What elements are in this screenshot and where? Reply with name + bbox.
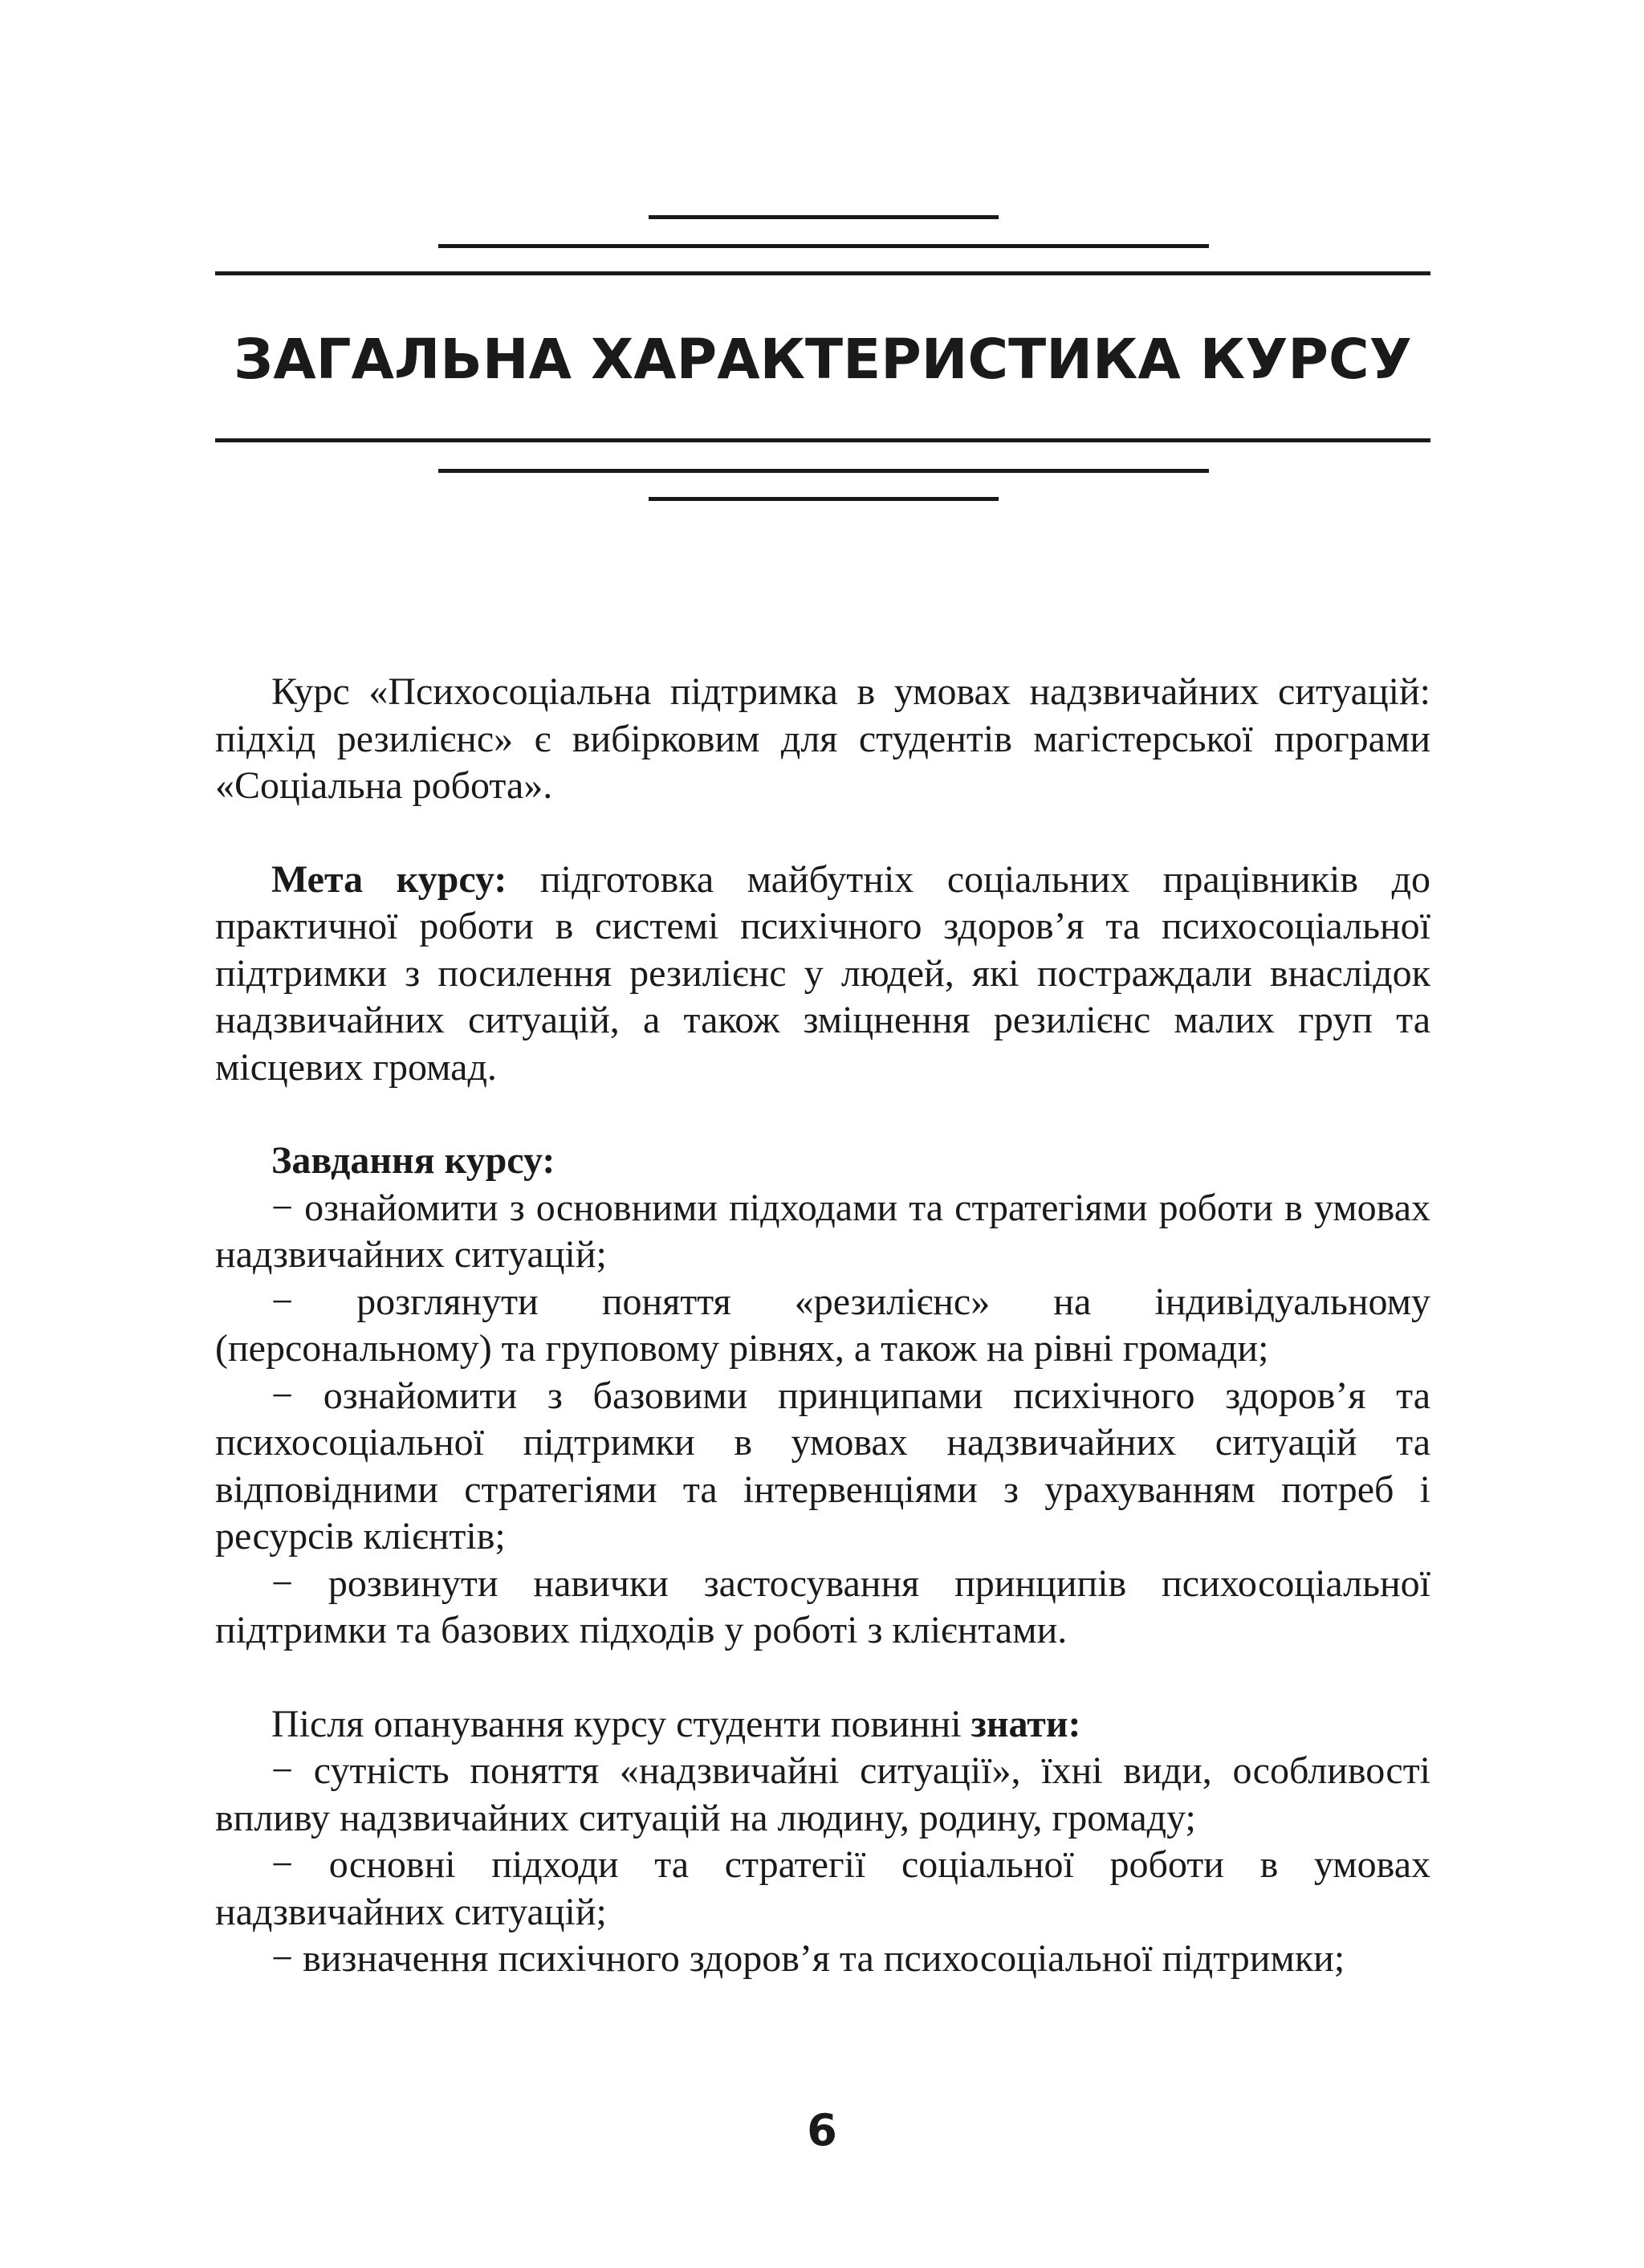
body-text [215,669,1430,1983]
page-number: 6 [807,2105,837,2156]
tasks-heading: Завдання курсу: [271,1139,555,1182]
task-item: − ознайомити з основними підходами та стратегіями роботи в умовах надзвичайних ситуацій; [215,1186,1430,1276]
task-item: − ознайомити з базовими принципами психічного здоров’я та психосоціальної підтримки в умовах надзвичайних ситуацій та відповідними стратегіями та інтервенціями з урахуванням потреб і ресурсів клієнтів; [215,1374,1430,1557]
knowledge-heading: Після опанування курсу студенти повинні знати: [271,1702,1081,1745]
knowledge-item: − основні підходи та стратегії соціальної роботи в умовах надзвичайних ситуацій; [215,1843,1430,1933]
top-rule-short [649,215,999,219]
page-title: ЗАГАЛЬНА ХАРАКТЕРИСТИКА КУРСУ [234,328,1412,392]
knowledge-item: − сутність поняття «надзвичайні ситуації», їхні види, особливості впливу надзвичайних ситуацій на людину, родину, громаду; [215,1749,1430,1839]
bottom-rule-long [215,438,1430,442]
goal-text: підготовка майбутніх соціальних працівників до практичної роботи в системі психічного здоров’я та психосоціальної підтримки з посилення резилієнс у людей, які постраждали внаслідок надзвичайних ситуацій, а також зміцнення резилієнс малих груп та місцевих громад. [215,857,1430,1089]
bottom-rule-middle [438,469,1209,473]
bottom-rule-short [649,497,999,501]
goal-label: Мета курсу: [271,857,507,901]
knowledge-item: − визначення психічного здоров’я та психосоціальної підтримки; [271,1937,1345,1980]
top-rule-long [215,271,1430,275]
task-item: − розглянути поняття «резилієнс» на індивідуальному (персональному) та груповому рівнях, а також на рівні громади; [215,1280,1430,1370]
task-item: − розвинути навички застосування принципів психосоціальної підтримки та базових підходів у роботі з клієнтами. [215,1562,1430,1651]
intro-paragraph: Курс «Психосоціальна підтримка в умовах надзвичайних ситуацій: підхід резилієнс» є вибірковим для студентів магістерської програми «Соціальна робота». [215,670,1430,807]
goal-paragraph [215,857,1430,1092]
top-rule-middle [438,244,1209,248]
